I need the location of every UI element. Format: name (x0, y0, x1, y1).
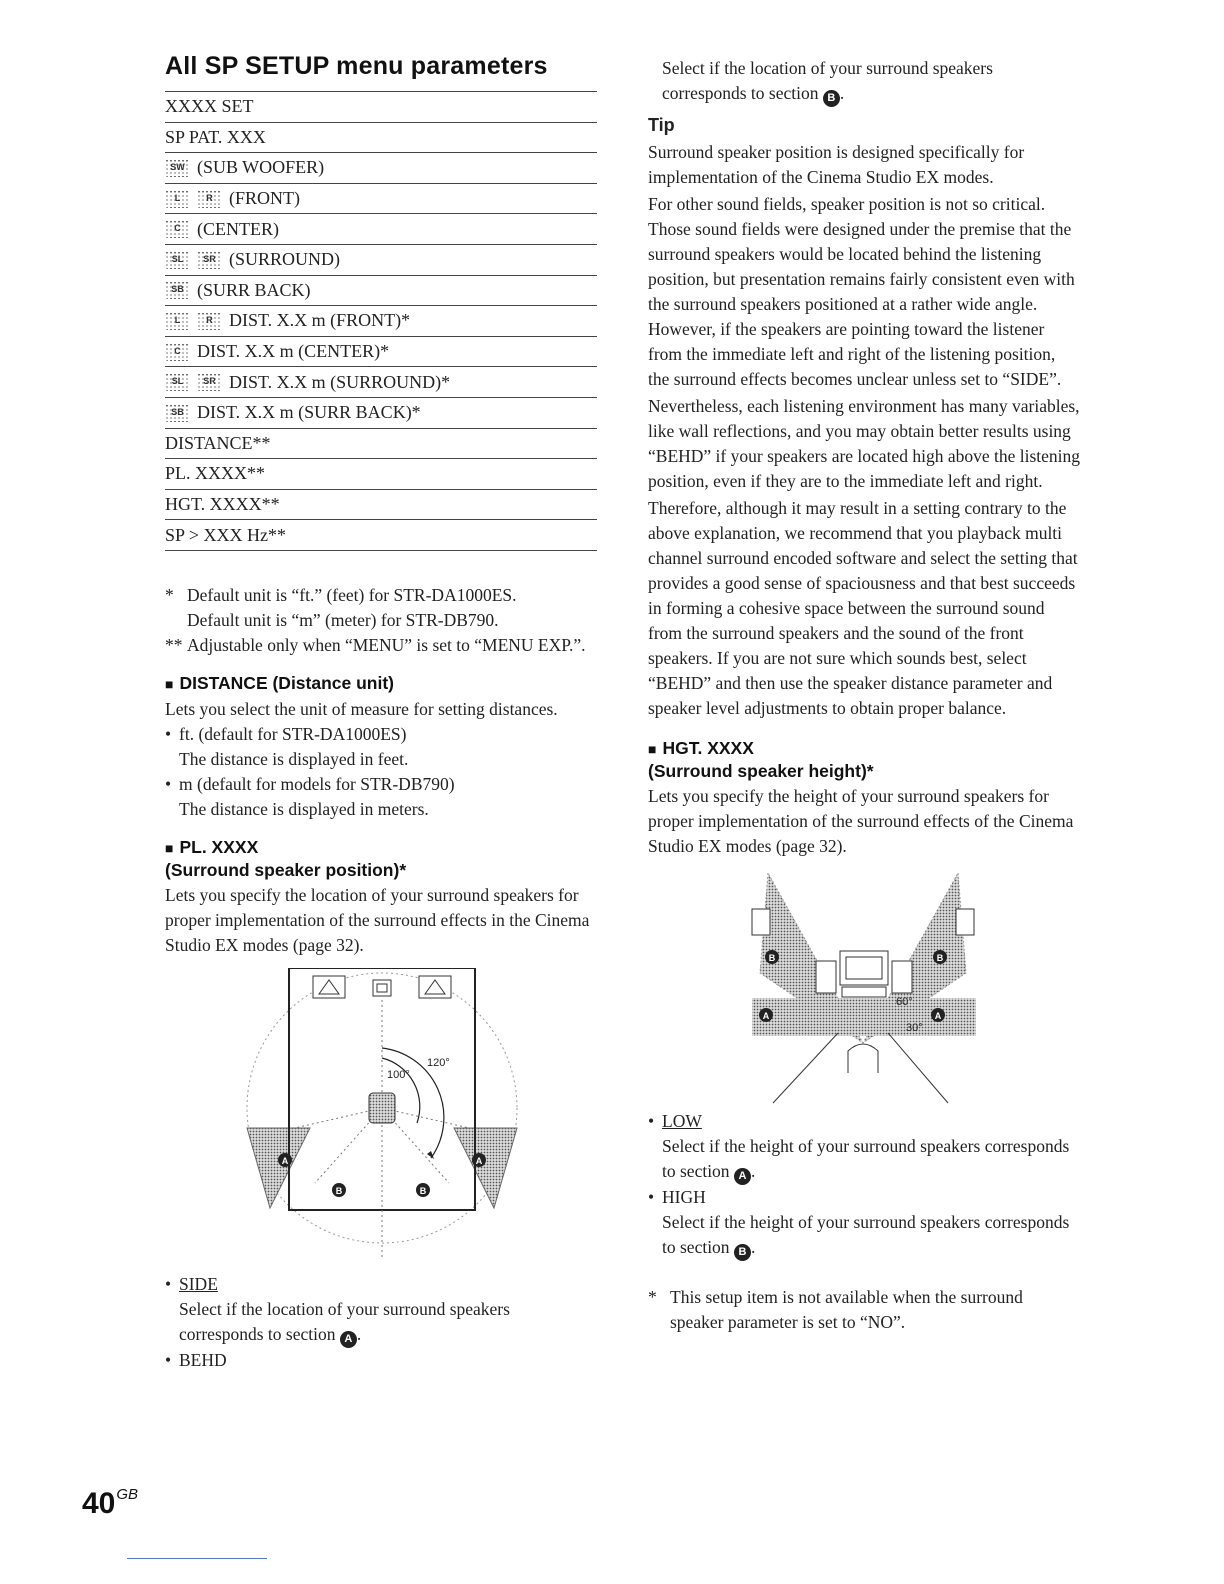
speaker-height-diagram (648, 873, 1080, 1105)
speaker-icon: SL (165, 251, 190, 269)
param-text: (SUB WOOFER) (197, 157, 325, 178)
pl-option-side-desc: Select if the location of your surround speakers corresponds to section A . (165, 1297, 597, 1348)
param-row (165, 337, 597, 368)
speaker-icon: SW (165, 159, 190, 177)
param-row (165, 184, 597, 215)
note-mark: ** (165, 634, 183, 655)
param-row (165, 306, 597, 337)
hgt-option-low-desc: Select if the height of your surround speakers corresponds to section A . (648, 1134, 1080, 1185)
distance-option-ft-desc: The distance is displayed in feet. (179, 748, 409, 769)
param-text: DISTANCE** (165, 432, 271, 453)
table-notes (165, 583, 597, 658)
param-row (165, 398, 597, 429)
center-speaker (373, 980, 391, 996)
param-text: (FRONT) (229, 188, 300, 209)
param-text: (CENTER) (197, 218, 279, 239)
param-text: SP PAT. XXX (165, 126, 266, 147)
tip-paragraph-1: Surround speaker position is designed specifically for implementation of the Cinema Studio EX modes. (648, 142, 1025, 187)
badge-a-left-label: A (281, 1155, 289, 1166)
guide-line-left (773, 1033, 838, 1103)
sector-a-right (454, 1128, 517, 1208)
hgt-option-high-desc: Select if the height of your surround speakers corresponds to section B . (648, 1210, 1080, 1261)
param-text: PL. XXXX** (165, 463, 266, 484)
note-unit (165, 583, 597, 633)
pl-option-behd-desc: Select if the location of your surround speakers corresponds to section B . (648, 56, 1080, 107)
tip-paragraph-4: Therefore, although it may result in a setting contrary to the above explanation, we recommend that you playback multi channel surround encoded software and select the setting that provides a good sense of spaciousness and that best succeeds in forming a cohesive space between the surround sound from the surround speakers and the sound of the front speakers. If you are not sure which sounds best, select “BEHD” and then use the speaker distance parameter and speaker level adjustments to obtain proper balance. (648, 498, 1078, 718)
listener (369, 1093, 395, 1123)
pl-option-side: • SIDE (165, 1273, 218, 1294)
distance-option-m: • m (default for models for STR-DB790) (165, 773, 455, 794)
left-wall-speaker (752, 909, 770, 935)
speaker-icon: SB (165, 404, 190, 422)
note-mark: * (165, 584, 174, 605)
speaker-icon: L (165, 312, 190, 330)
param-text: DIST. X.X m (SURR BACK)* (197, 402, 421, 423)
param-row (165, 153, 597, 184)
tv (840, 951, 888, 985)
param-text: XXXX SET (165, 96, 254, 117)
front-right-speaker (892, 961, 912, 993)
pl-heading: ■ PL. XXXX (Surround speaker position)* (165, 836, 407, 880)
footnote-text: This setup item is not available when the surround speaker parameter is set to “NO”. (670, 1287, 1023, 1332)
badge-b-left-label: B (335, 1185, 343, 1196)
distance-option-ft: • ft. (default for STR-DA1000ES) (165, 723, 407, 744)
sector-a-left (247, 1128, 310, 1208)
speaker-icon: R (197, 312, 222, 330)
right-column (648, 52, 1080, 1335)
center-speaker (842, 987, 886, 997)
angle-label-100: 100° (387, 1068, 410, 1081)
hgt-body: Lets you specify the height of your surround speakers for proper implementation of the surround effects of the Cinema Studio EX modes (page 32). (648, 786, 1074, 856)
pl-option-behd: • BEHD (165, 1349, 227, 1370)
note-menu (165, 633, 597, 658)
speaker-icon: L (165, 190, 190, 208)
badge-b-left-label: B (768, 953, 776, 963)
right-wall-speaker (956, 909, 974, 935)
hgt-option-high: • HIGH (648, 1187, 706, 1207)
speaker-icon: C (165, 343, 190, 361)
left-column (165, 52, 597, 1373)
note-unit-line2: Default unit is “m” (meter) for STR-DB790. (187, 609, 499, 630)
param-row (165, 214, 597, 245)
distance-heading: ■ DISTANCE (Distance unit) (165, 672, 395, 693)
footnote-mark: * (648, 1287, 657, 1307)
page-title: All SP SETUP menu parameters (165, 52, 548, 80)
tip-heading: Tip (648, 115, 675, 135)
param-row (165, 92, 597, 123)
badge-b: B (823, 90, 840, 107)
room-outline (289, 968, 475, 1210)
tip-paragraph-2: For other sound fields, speaker position is not so critical. Those sound fields were designed under the premise that the surround speakers would be located behind the listening position, but presentation remains fairly consistent even with the surround speakers positioned at a rather wide angle. However, if the speakers are pointing toward the listener from the immediate left and right of the listening position, the surround effects becomes unclear unless set to “SIDE”. (648, 194, 1075, 389)
hgt-heading: ■ HGT. XXXX (Surround speaker height)* (648, 738, 874, 781)
param-text: DIST. X.X m (FRONT)* (229, 310, 411, 331)
badge-b-right-label: B (936, 953, 944, 963)
badge-a: A (734, 1168, 751, 1185)
param-row (165, 490, 597, 521)
param-row (165, 459, 597, 490)
speaker-icon: C (165, 220, 190, 238)
note-menu-text: Adjustable only when “MENU” is set to “MENU EXP.”. (187, 634, 586, 655)
speaker-icon: R (197, 190, 222, 208)
parameter-table (165, 91, 597, 551)
param-text: HGT. XXXX** (165, 494, 280, 515)
param-text: (SURROUND) (229, 249, 341, 270)
angle-label-60: 60° (896, 996, 913, 1008)
param-text: SP > XXX Hz** (165, 524, 286, 545)
footer-line (127, 1558, 267, 1559)
guide-line-right (888, 1033, 948, 1103)
angle-label-30: 30° (906, 1022, 923, 1034)
param-text: (SURR BACK) (197, 279, 311, 300)
hgt-footnote (648, 1285, 1080, 1335)
speaker-position-diagram (165, 968, 597, 1268)
param-text: DIST. X.X m (SURROUND)* (229, 371, 451, 392)
front-left-speaker (816, 961, 836, 993)
badge-a-left-label: A (762, 1011, 770, 1021)
tip-paragraph-3: Nevertheless, each listening environment has many variables, like wall reflections, and you may obtain better results using “BEHD” if your speakers are located high above the listening position, even if they are to the immediate left and right. (648, 396, 1081, 491)
speaker-icon: SR (197, 373, 222, 391)
param-row (165, 123, 597, 154)
badge-a-right-label: A (934, 1011, 942, 1021)
distance-option-m-desc: The distance is displayed in meters. (179, 798, 429, 819)
page-number: $40^{GB}$ (82, 1486, 139, 1520)
listener (848, 1044, 878, 1073)
param-row (165, 276, 597, 307)
param-text: DIST. X.X m (CENTER)* (197, 341, 390, 362)
note-unit-line1: Default unit is “ft.” (feet) for STR-DA1000ES. (187, 584, 517, 605)
param-row (165, 245, 597, 276)
param-row (165, 429, 597, 460)
pl-body: Lets you specify the location of your surround speakers for proper implementation of the surround effects in the Cinema Studio EX modes (page 32). (165, 884, 590, 955)
badge-b: B (734, 1244, 751, 1261)
speaker-icon: SB (165, 281, 190, 299)
distance-body: Lets you select the unit of measure for setting distances. (165, 698, 558, 719)
speaker-icon: SL (165, 373, 190, 391)
angle-label-120: 120° (427, 1056, 450, 1069)
speaker-icon: SR (197, 251, 222, 269)
hgt-option-low: • LOW (648, 1111, 702, 1131)
param-row (165, 367, 597, 398)
badge-a: A (340, 1331, 357, 1348)
badge-b-right-label: B (419, 1185, 427, 1196)
badge-a-right-label: A (475, 1155, 483, 1166)
param-row (165, 520, 597, 551)
